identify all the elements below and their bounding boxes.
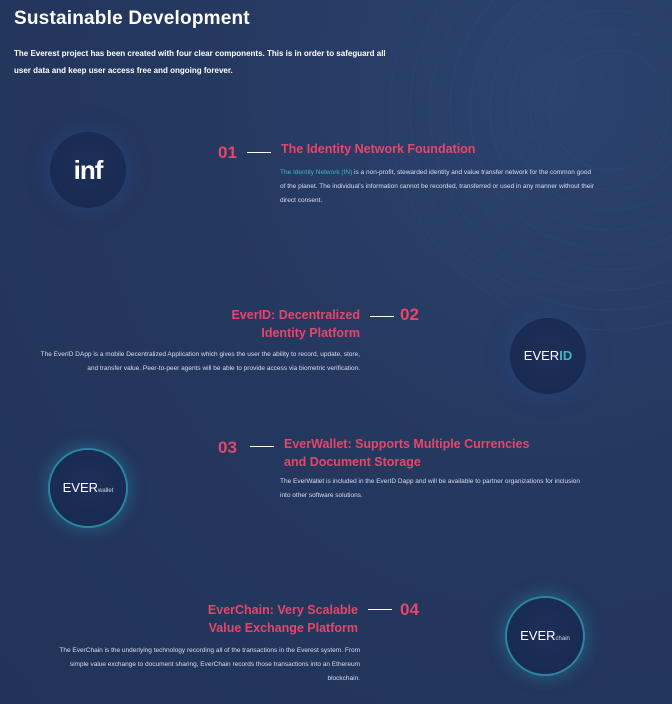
component-number-04: 04 xyxy=(400,600,419,619)
intro-text: The Everest project has been created with four clear components. This is in order to safeguard all user data and keep user access free and ongoing forever. xyxy=(14,49,386,75)
everwallet-logo: EVERwallet xyxy=(62,480,114,495)
component-heading-04 xyxy=(160,601,358,637)
connector-line-03 xyxy=(250,446,274,447)
connector-line-02 xyxy=(370,316,394,317)
component-body-02: The EverID DApp is a mobile Decentralized Application which gives the user the ability to record, update, store, and transfer value. Peer-to-peer agents will be able to provide access via biometric verification. xyxy=(40,351,360,372)
component-heading-03-line2: and Document Storage xyxy=(284,455,421,469)
component-body-01-text: is a non-profit, stewarded identity and value transfer network for the common good of the planet. The individual's information cannot be recorded, transferred or used in any manner without their direct consent. xyxy=(280,169,595,204)
inf-logo-badge xyxy=(50,132,126,208)
everwallet-logo-badge xyxy=(50,450,126,526)
everid-logo-badge xyxy=(510,318,586,394)
component-heading-04-line2: Value Exchange Platform xyxy=(208,621,358,635)
component-heading-01: The Identity Network Foundation xyxy=(281,142,476,156)
connector-line-01 xyxy=(247,152,271,153)
page-title: Sustainable Development xyxy=(14,8,250,29)
component-number-01: 01 xyxy=(218,143,237,162)
everid-logo: EVERID xyxy=(523,348,573,363)
identity-network-highlight: The Identity Network (IN) xyxy=(280,169,353,176)
component-number-03: 03 xyxy=(218,438,237,457)
component-heading-02 xyxy=(180,306,360,342)
component-heading-03 xyxy=(284,435,584,471)
component-heading-04-line1: EverChain: Very Scalable xyxy=(207,603,358,617)
everchain-logo: EVERchain xyxy=(520,628,570,643)
component-body-03: The EverWallet is included in the EverID Dapp and will be available to partner organizations for inclusion into other software solutions. xyxy=(280,478,580,499)
component-heading-02-line1: EverID: Decentralized xyxy=(231,308,360,322)
component-heading-03-line1: EverWallet: Supports Multiple Currencies xyxy=(284,437,530,451)
component-number-02: 02 xyxy=(400,305,419,324)
component-body-01 xyxy=(280,166,598,208)
inf-logo: inf xyxy=(73,154,103,185)
component-heading-02-line2: Identity Platform xyxy=(261,326,360,340)
connector-line-04 xyxy=(368,609,392,610)
everchain-logo-badge xyxy=(507,598,583,674)
component-body-04: The EverChain is the underlying technology recording all of the transactions in the Everest system. From simple value exchange to document sharing, EverChain records those transactions into an Ethereum blockchain. xyxy=(59,647,360,682)
